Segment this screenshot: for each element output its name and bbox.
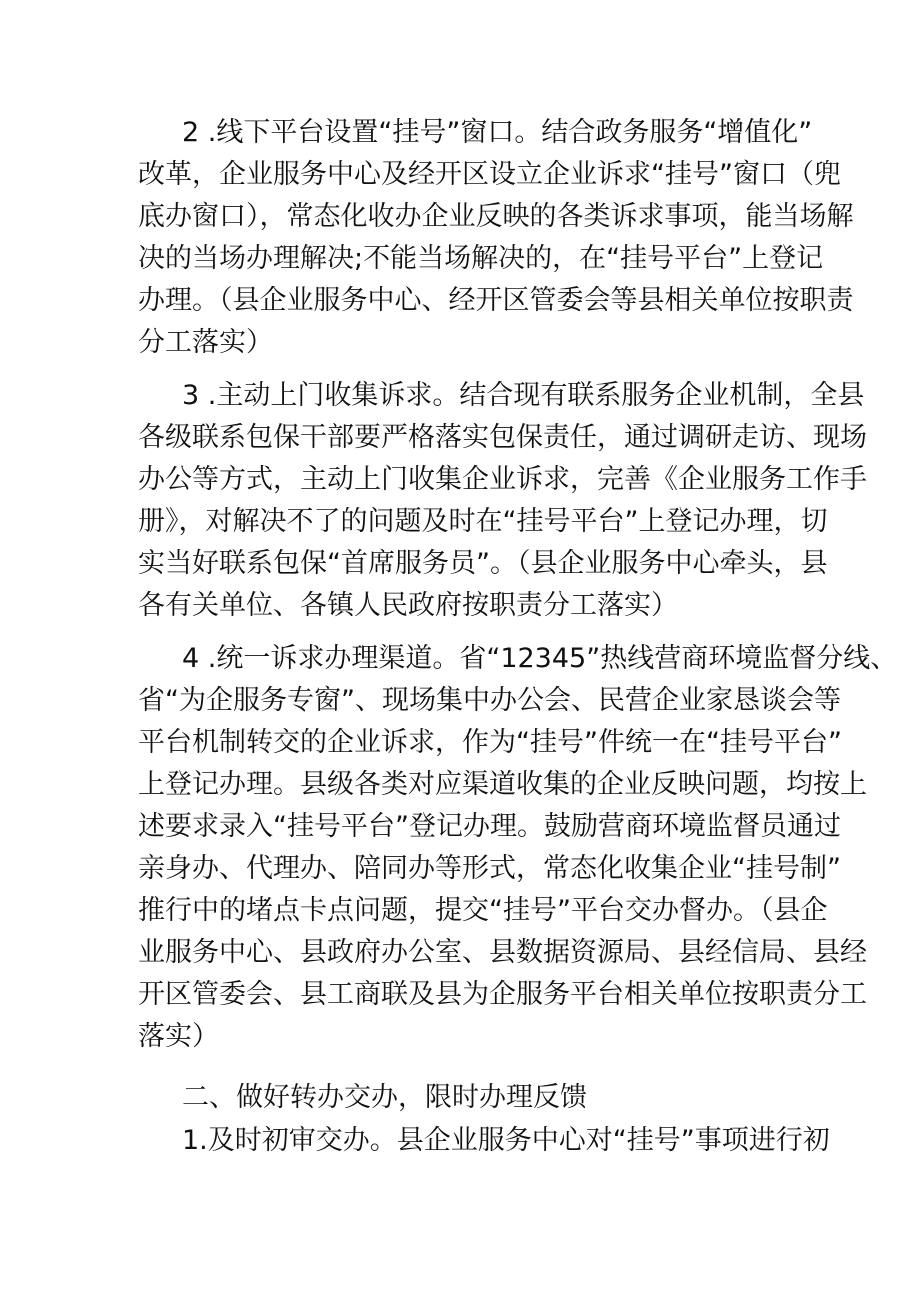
paragraph-line: 3 .主动上门收集诉求。结合现有联系服务企业机制，全县: [182, 380, 865, 411]
paragraph-line: 办公等方式，主动上门收集企业诉求，完善《企业服务工作手: [138, 464, 867, 495]
paragraph-line: 办理。（县企业服务中心、经开区管委会等县相关单位按职责: [138, 285, 854, 316]
paragraph-line: 2 .线下平台设置“挂号”窗口。结合政务服务“增值化”: [182, 117, 813, 148]
paragraph-item-1: [138, 1120, 830, 1162]
paragraph-item-4: [138, 638, 898, 1058]
paragraph-line: 4 .统一诉求办理渠道。省“12345”热线营商环境监督分线、: [182, 643, 898, 674]
paragraph-line: 底办窗口），常态化收办企业反映的各类诉求事项，能当场解: [138, 201, 854, 232]
paragraph-item-2: [138, 112, 854, 364]
paragraph-line: 亲身办、代理办、陪同办等形式，常态化收集企业“挂号制”: [138, 853, 841, 884]
paragraph-line: 开区管委会、县工商联及县为企服务平台相关单位按职责分工: [138, 979, 867, 1010]
paragraph-line: 省“为企服务专窗”、现场集中办公会、民营企业家恳谈会等: [138, 685, 841, 716]
section-heading-text: 二、做好转办交办，限时办理反馈: [182, 1082, 587, 1113]
paragraph-line: 分工落实）: [138, 327, 273, 358]
paragraph-line: 改革，企业服务中心及经开区设立企业诉求“挂号”窗口（兜: [138, 159, 841, 190]
paragraph-line: 实当好联系包保“首席服务员”。（县企业服务中心牵头，县: [138, 548, 828, 579]
paragraph-line: 各级联系包保干部要严格落实包保责任，通过调研走访、现场: [138, 422, 867, 453]
paragraph-line: 推行中的堵点卡点问题，提交“挂号”平台交办督办。（县企: [138, 895, 828, 926]
paragraph-line: 述要求录入“挂号平台”登记办理。鼓励营商环境监督员通过: [138, 811, 841, 842]
paragraph-line: 册》，对解决不了的问题及时在“挂号平台”上登记办理，切: [138, 506, 828, 537]
paragraph-line: 决的当场办理解决;不能当场解决的，在“挂号平台”上登记: [138, 243, 824, 274]
paragraph-item-3: [138, 375, 867, 627]
section-heading: [138, 1077, 798, 1119]
paragraph-line: 平台机制转交的企业诉求，作为“挂号”件统一在“挂号平台”: [138, 727, 842, 758]
paragraph-line: 1.及时初审交办。县企业服务中心对“挂号”事项进行初: [182, 1125, 830, 1156]
paragraph-line: 落实）: [138, 1021, 219, 1052]
paragraph-line: 上登记办理。县级各类对应渠道收集的企业反映问题，均按上: [138, 769, 867, 800]
paragraph-line: 各有关单位、各镇人民政府按职责分工落实）: [138, 590, 678, 621]
paragraph-line: 业服务中心、县政府办公室、县数据资源局、县经信局、县经: [138, 937, 867, 968]
